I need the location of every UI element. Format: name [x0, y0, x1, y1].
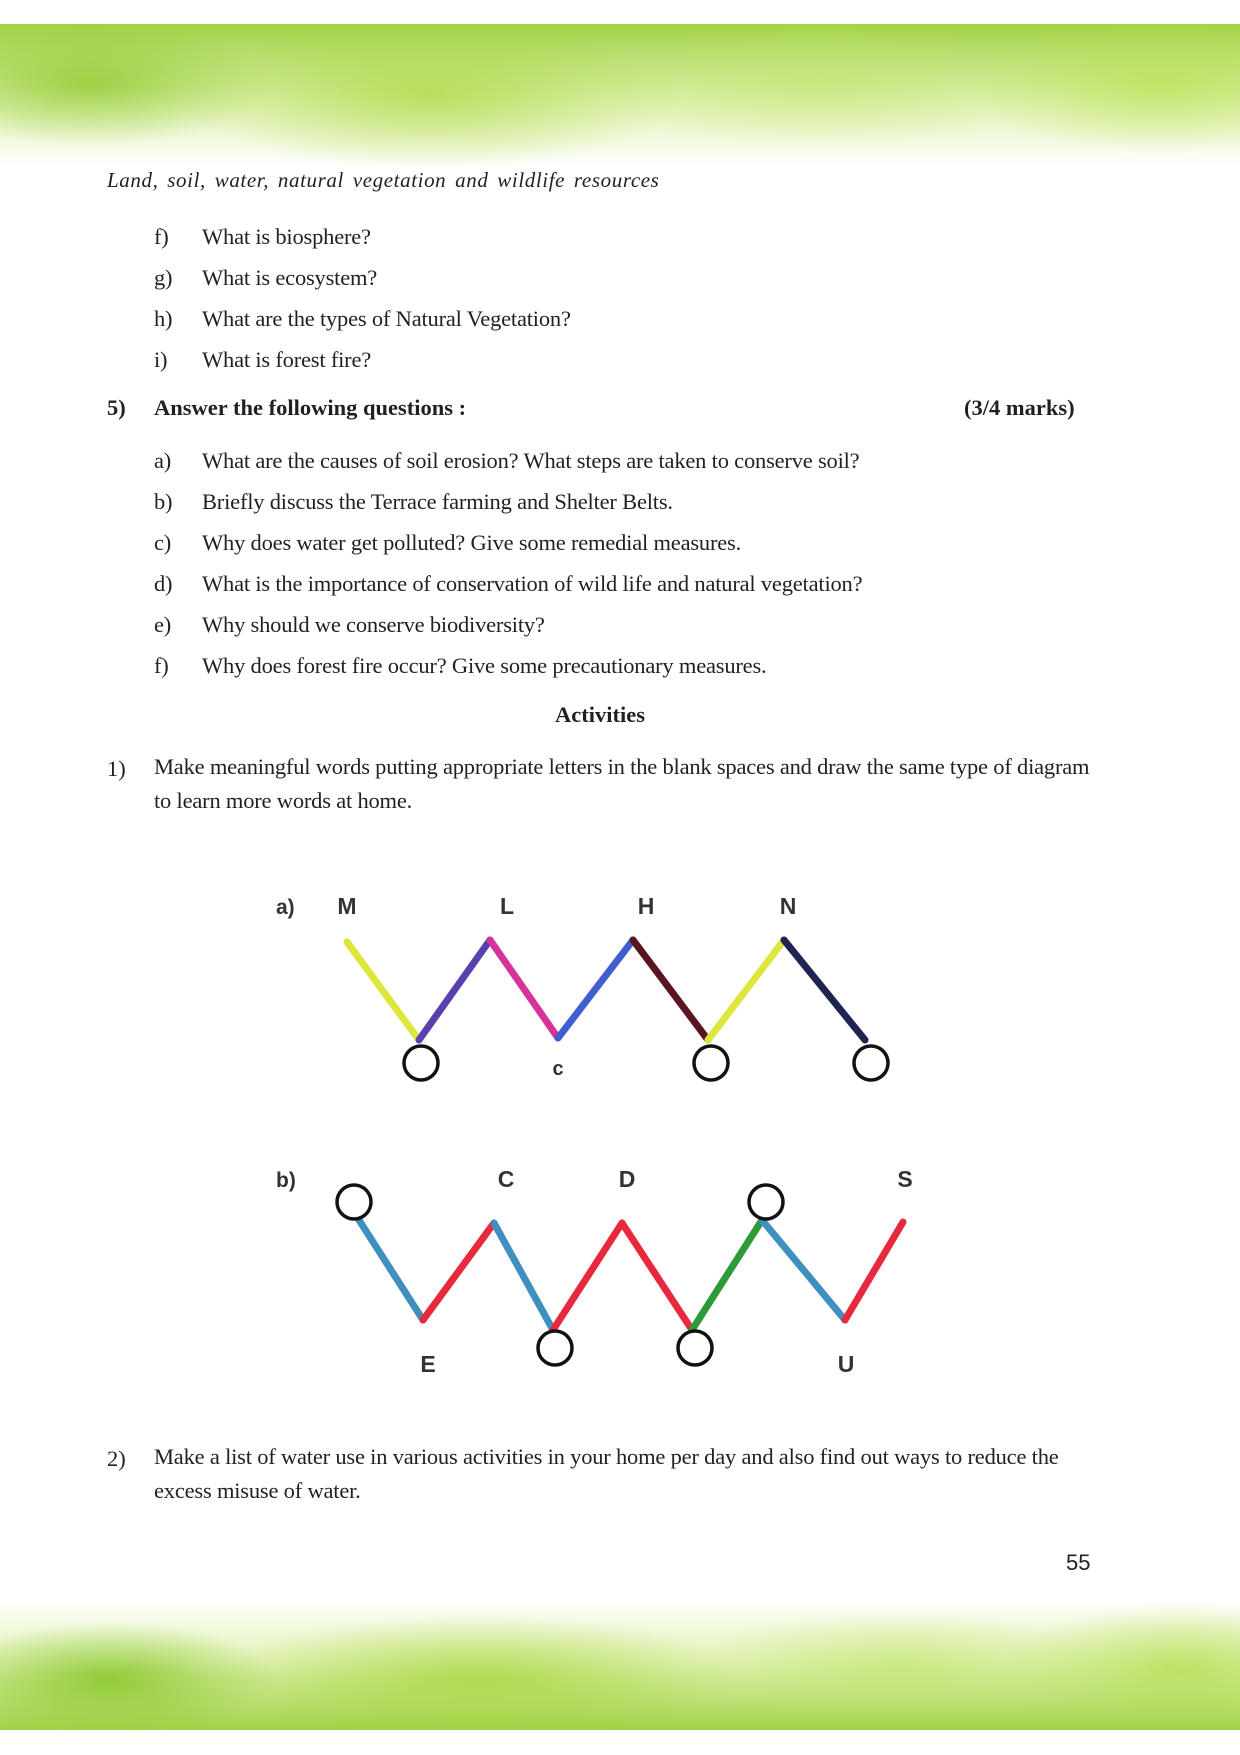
- question-letter: f): [154, 224, 169, 249]
- diagram-letter: N: [779, 893, 797, 919]
- diagram-letter: E: [420, 1351, 436, 1377]
- zigzag-segment: [692, 1220, 762, 1330]
- diagram-letter: H: [637, 893, 655, 919]
- blank-circle: [854, 1046, 888, 1080]
- question-letter: e): [154, 612, 172, 637]
- diagram-letter: S: [897, 1166, 913, 1192]
- activity-number: 1): [107, 756, 126, 781]
- diagram-letter: C: [497, 1166, 515, 1192]
- activity-text: Make meaningful words putting appropriate letters in the blank spaces and draw the same type of diagram to learn more words at home.: [154, 754, 1090, 813]
- question-text: What is ecosystem?: [202, 265, 378, 290]
- diagram-letter: c: [552, 1058, 564, 1080]
- question-letter: a): [154, 448, 172, 473]
- blank-circle: [678, 1331, 712, 1365]
- page-number: 55: [1066, 1550, 1091, 1575]
- zigzag-segment: [622, 1223, 692, 1330]
- diagram-a: [276, 893, 888, 1080]
- question-text: Briefly discuss the Terrace farming and Shelter Belts.: [202, 489, 673, 514]
- question-letter: h): [154, 306, 173, 331]
- blank-circle: [337, 1185, 371, 1219]
- diagram-letter: D: [618, 1166, 636, 1192]
- zigzag-segment: [708, 940, 784, 1040]
- zigzag-segment: [419, 940, 490, 1040]
- question-text: What is forest fire?: [202, 347, 372, 372]
- running-header: Land, soil, water, natural vegetation and wildlife resources: [107, 168, 660, 192]
- question-text: What is the importance of conservation of wild life and natural vegetation?: [202, 571, 863, 596]
- blank-circle: [404, 1046, 438, 1080]
- question-letter: c): [154, 530, 172, 555]
- blank-circle: [538, 1331, 572, 1365]
- question-letter: d): [154, 571, 173, 596]
- zigzag-segment: [553, 1223, 622, 1330]
- zigzag-segment: [558, 940, 633, 1038]
- section-number: 5): [107, 395, 126, 420]
- question-letter: g): [154, 265, 173, 290]
- question-text: What are the causes of soil erosion? What steps are taken to conserve soil?: [202, 448, 860, 473]
- question-text: Why should we conserve biodiversity?: [202, 612, 545, 637]
- zigzag-segment: [490, 940, 558, 1038]
- blank-circle: [749, 1185, 783, 1219]
- zigzag-segment: [423, 1223, 494, 1320]
- question-letter: f): [154, 653, 169, 678]
- activity-number: 2): [107, 1446, 126, 1471]
- question-text: What is biosphere?: [202, 224, 371, 249]
- zigzag-segment: [494, 1223, 553, 1330]
- question-letter: i): [154, 347, 168, 372]
- section-title: Answer the following questions :: [154, 395, 467, 420]
- diagram-label: a): [276, 896, 295, 919]
- diagram-letter: M: [337, 893, 357, 919]
- diagram-letter: L: [499, 893, 515, 919]
- zigzag-segment: [347, 942, 419, 1040]
- question-text: What are the types of Natural Vegetation?: [202, 306, 571, 331]
- question-text: Why does water get polluted? Give some remedial measures.: [202, 530, 742, 555]
- section-marks: (3/4 marks): [964, 395, 1075, 420]
- activity-text: Make a list of water use in various activities in your home per day and also find out ways to reduce the excess misuse of water.: [154, 1444, 1059, 1503]
- diagram-b: [276, 1166, 913, 1377]
- blank-circle: [694, 1046, 728, 1080]
- diagram-letter: U: [837, 1351, 855, 1377]
- diagram-label: b): [276, 1169, 296, 1192]
- question-letter: b): [154, 489, 173, 514]
- zigzag-segment: [359, 1220, 423, 1320]
- zigzag-segment: [633, 940, 708, 1040]
- zigzag-segment: [845, 1222, 903, 1320]
- activities-heading: Activities: [555, 702, 645, 727]
- zigzag-segment: [784, 940, 865, 1040]
- question-text: Why does forest fire occur? Give some precautionary measures.: [202, 653, 767, 678]
- zigzag-segment: [762, 1220, 845, 1320]
